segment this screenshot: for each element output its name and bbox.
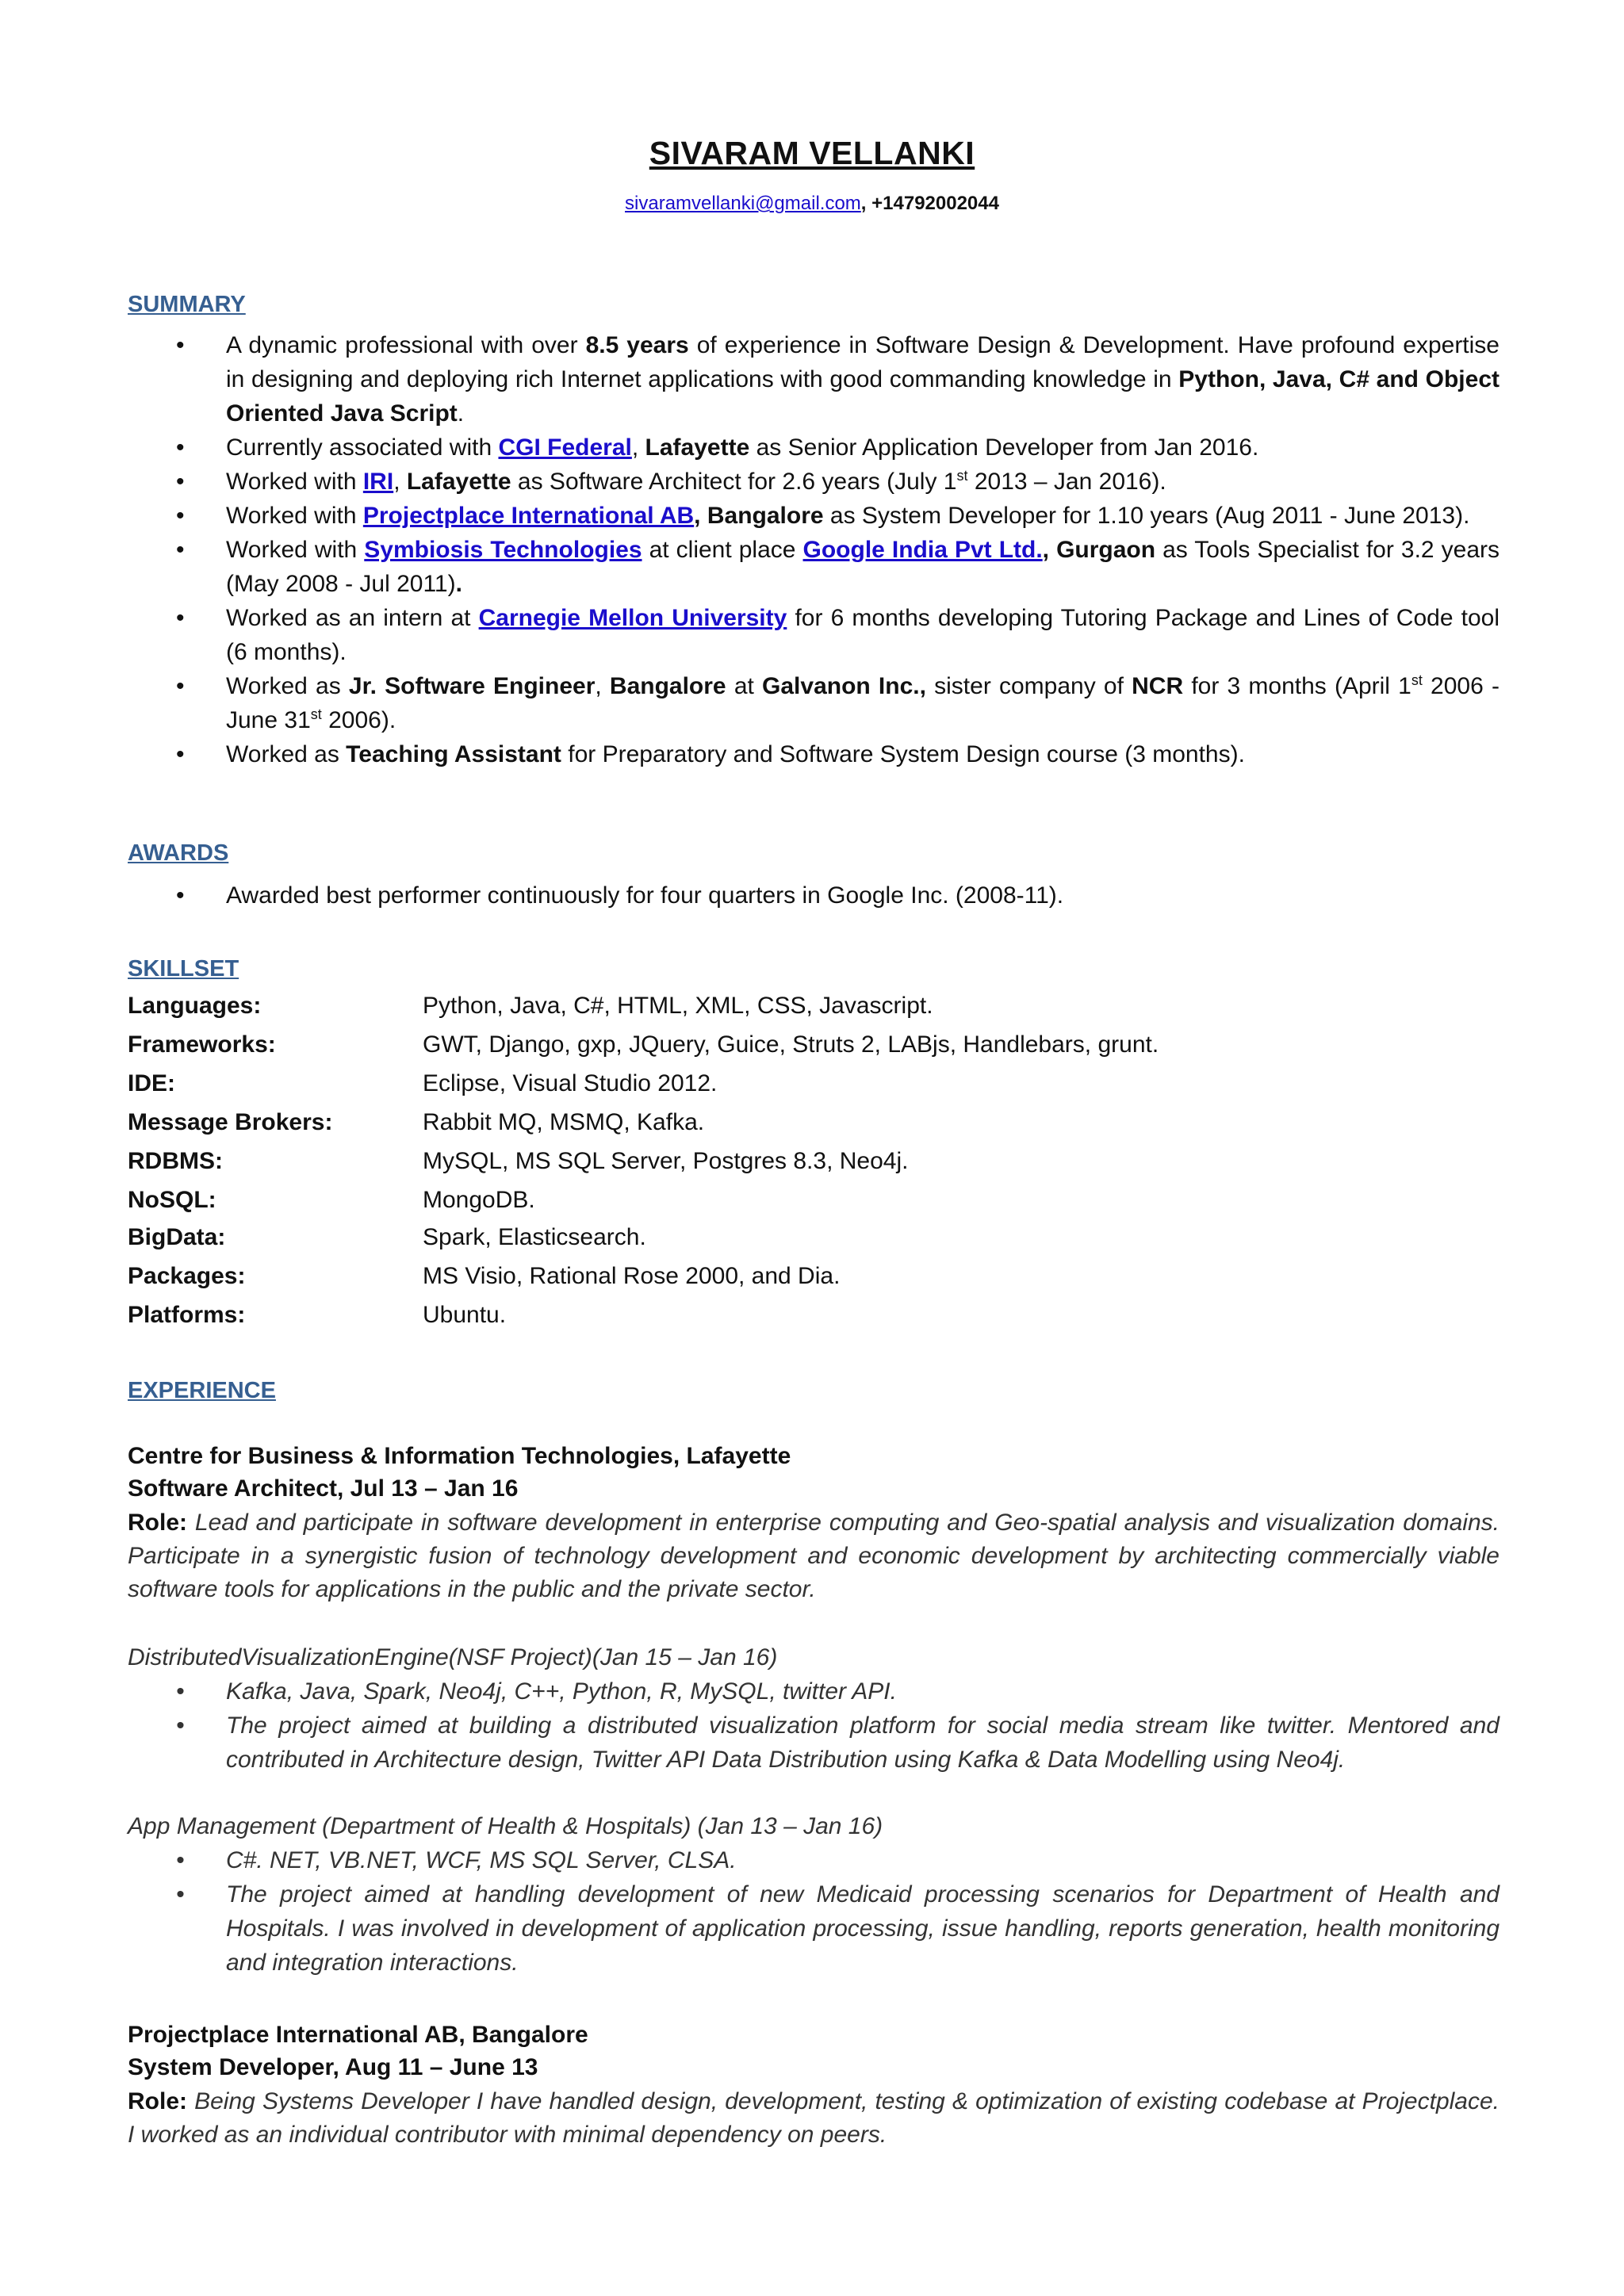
cmu-link[interactable]: Carnegie Mellon University [478, 605, 787, 631]
skill-value: Rabbit MQ, MSMQ, Kafka. [423, 1109, 705, 1135]
job2-position: System Developer, Aug 11 – June 13 [128, 2054, 538, 2080]
skill-key: NoSQL: [128, 1187, 216, 1213]
symbiosis-link[interactable]: Symbiosis Technologies [364, 537, 642, 563]
projectplace-link[interactable]: Projectplace International AB [362, 503, 695, 529]
summary-heading: SUMMARY [128, 292, 246, 317]
role-label: Role: [128, 2088, 187, 2114]
bullet-icon: • [176, 1847, 185, 1873]
summary-item: • Worked as an intern at Carnegie Mellon University for 6 months developing Tutoring Package and Lines of Code tool (6 months). [128, 601, 1500, 669]
job1-role: Role: Lead and participate in software development in enterprise computing and Geo-spatial analysis and visualization domains. Participate in a synergistic fusion of technology development and economic development by architecting commercially viable software tools for applications in the public and the private sector. [128, 1510, 1500, 1602]
skill-value: GWT, Django, gxp, JQuery, Guice, Struts 2, LABjs, Handlebars, grunt. [423, 1031, 1159, 1058]
project2-title: App Management (Department of Health & Hospitals) (Jan 13 – Jan 16) [128, 1813, 883, 1839]
bullet-icon: • [176, 332, 185, 358]
summary-item: • A dynamic professional with over 8.5 years of experience in Software Design & Development. Have profound expertise in designing and deploying rich Internet applications with good commanding knowledge in Python, Java, C# and Object Oriented Java Script. [128, 328, 1500, 430]
summary-list [128, 328, 1500, 771]
skill-row-rdbms [128, 1148, 1476, 1180]
skill-value: Python, Java, C#, HTML, XML, CSS, Javascript. [423, 993, 933, 1019]
google-india-link[interactable]: Google India Pvt Ltd. [802, 537, 1043, 563]
bullet-icon: • [176, 469, 185, 495]
skill-key: IDE: [128, 1070, 175, 1096]
iri-link[interactable]: IRI [362, 469, 394, 495]
project-item: • C#. NET, VB.NET, WCF, MS SQL Server, CLSA. [128, 1843, 1500, 1877]
skill-value: MS Visio, Rational Rose 2000, and Dia. [423, 1263, 841, 1289]
job2-role: Role: Being Systems Developer I have handled design, development, testing & optimization of existing codebase at Projectplace. I worked as an individual contributor with minimal dependency on peers. [128, 2088, 1500, 2148]
bullet-icon: • [176, 1881, 185, 1908]
skill-row-nosql [128, 1187, 1476, 1219]
summary-item: • Worked as Teaching Assistant for Preparatory and Software System Design course (3 months). [128, 737, 1500, 771]
project1-list [128, 1674, 1500, 1777]
skill-row-packages [128, 1263, 1476, 1295]
bullet-icon: • [176, 434, 185, 461]
skill-row-languages [128, 993, 1476, 1024]
awards-heading: AWARDS [128, 840, 229, 866]
job1-company: Centre for Business & Information Technologies, Lafayette [128, 1443, 791, 1469]
contact-line [0, 193, 1624, 215]
project1-title: DistributedVisualizationEngine(NSF Project)(Jan 15 – Jan 16) [128, 1644, 778, 1670]
cgi-federal-link[interactable]: CGI Federal [498, 434, 632, 461]
skill-value: Eclipse, Visual Studio 2012. [423, 1070, 718, 1096]
bullet-icon: • [176, 1712, 185, 1739]
skill-key: Message Brokers: [128, 1109, 333, 1135]
bullet-icon: • [176, 882, 185, 909]
skill-row-bigdata [128, 1224, 1476, 1256]
project2-list [128, 1843, 1500, 1980]
skill-key: Packages: [128, 1263, 246, 1289]
skill-value: MySQL, MS SQL Server, Postgres 8.3, Neo4j. [423, 1148, 909, 1174]
bullet-icon: • [176, 503, 185, 529]
skill-row-frameworks [128, 1031, 1476, 1063]
bullet-icon: • [176, 537, 185, 563]
phone-number: , +14792002044 [860, 193, 999, 214]
skill-row-ide [128, 1070, 1476, 1102]
award-item: • Awarded best performer continuously for four quarters in Google Inc. (2008-11). [128, 878, 1500, 913]
skill-value: Ubuntu. [423, 1302, 507, 1328]
experience-heading: EXPERIENCE [128, 1378, 276, 1403]
skill-row-message-brokers [128, 1109, 1476, 1141]
bullet-icon: • [176, 1678, 185, 1705]
email-link[interactable]: sivaramvellanki@gmail.com [625, 193, 861, 214]
skill-value: MongoDB. [423, 1187, 535, 1213]
bullet-icon: • [176, 741, 185, 767]
summary-item: • Currently associated with CGI Federal, Lafayette as Senior Application Developer from Jan 2016. [128, 430, 1500, 465]
summary-item: • Worked with IRI, Lafayette as Software Architect for 2.6 years (July 1st 2013 – Jan 2016). [128, 465, 1500, 499]
job1-position: Software Architect, Jul 13 – Jan 16 [128, 1475, 519, 1502]
skillset-heading: SKILLSET [128, 956, 239, 982]
candidate-name: SIVARAM VELLANKI [649, 135, 975, 171]
project-item: • The project aimed at handling development of new Medicaid processing scenarios for Department of Health and Hospitals. I was involved in development of application processing, issue handling, reports generation, health monitoring and integration interactions. [128, 1877, 1500, 1980]
skill-key: RDBMS: [128, 1148, 223, 1174]
skill-row-platforms [128, 1302, 1476, 1334]
role-label: Role: [128, 1510, 187, 1536]
project-item: • Kafka, Java, Spark, Neo4j, C++, Python, R, MySQL, twitter API. [128, 1674, 1500, 1709]
skill-key: Languages: [128, 993, 262, 1019]
skill-value: Spark, Elasticsearch. [423, 1224, 646, 1250]
summary-item: • Worked with Projectplace International AB, Bangalore as System Developer for 1.10 years (Aug 2011 - June 2013). [128, 499, 1500, 533]
bullet-icon: • [176, 605, 185, 631]
job2-company: Projectplace International AB, Bangalore [128, 2022, 588, 2048]
skill-key: BigData: [128, 1224, 226, 1250]
skill-key: Platforms: [128, 1302, 246, 1328]
project-item: • The project aimed at building a distributed visualization platform for social media stream like twitter. Mentored and contributed in Architecture design, Twitter API Data Distribution using Kafka & Data Modelling using Neo4j. [128, 1709, 1500, 1777]
summary-item: • Worked with Symbiosis Technologies at client place Google India Pvt Ltd., Gurgaon as Tools Specialist for 3.2 years (May 2008 - Jul 2011). [128, 533, 1500, 601]
bullet-icon: • [176, 673, 185, 699]
awards-list [128, 878, 1500, 913]
summary-item: • Worked as Jr. Software Engineer, Bangalore at Galvanon Inc., sister company of NCR for 3 months (April 1st 2006 - June 31st 2006). [128, 669, 1500, 737]
skill-key: Frameworks: [128, 1031, 276, 1058]
